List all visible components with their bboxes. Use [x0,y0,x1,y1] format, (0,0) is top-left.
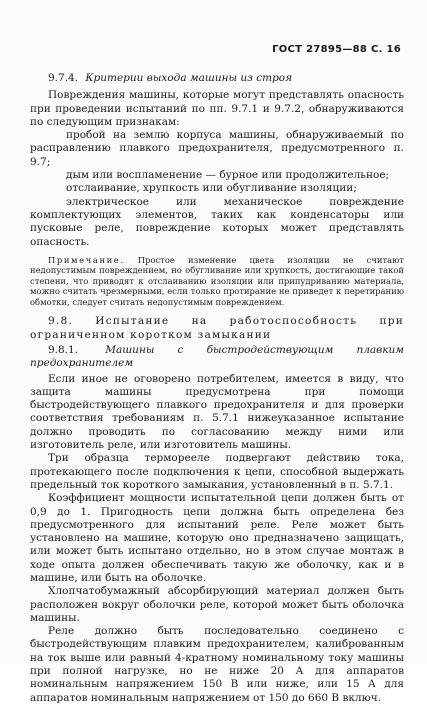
intro-paragraph: Повреждения машины, которые могут представлять опасность при проведении испытаний по пп. 9.7.1 и 9.7.2, обнаруживаются по следующим признакам: [30,89,404,128]
page-header: ГОСТ 27895—88 С. 16 [272,44,401,55]
note-paragraph [30,255,404,308]
section-9-7-4-heading: Критерии выхода машины из строя [85,72,293,84]
paragraph-1: Если иное не оговорено потребителем, имеется в виду, что защита машины предусмотрена при помощи быстродействующего плавкого предохранителя и для проверки соответствия требованиям п. 5.7.1 нижеуказанное испытание должно проводить по согласованию между ними или изготовитель реле, или изготовитель машины. [30,372,404,452]
document-body [30,64,404,705]
paragraph-2: Три образца терморееле подвергают действию тока, протекающего после подключения к цепи, способной выдержать предельный ток короткого замыкания, установленный в п. 5.7.1. [30,452,404,491]
criterion-1: пробой на землю корпуса машины, обнаруживаемый по расправлению плавкого предохранителя, предусмотренного п. 9.7; [30,129,404,168]
section-9-7-4-title [48,72,404,85]
section-9-8-1-heading: Машины с быстродействующим плавким предохранителем [30,343,405,370]
criterion-2: дым или воспламенение — бурное или продолжительное; [66,169,390,182]
paragraph-3: Коэффициент мощности испытательной цепи должен быть от 0,9 до 1. Пригодность цепи должна быть определена без предусмотренного для испытаний реле. Реле может быть установлено на машине, которую оно предназначено защищать, или может быть испытано отдельно, но в этом случае монтаж в ходе опыта должен обеспечивать такую же оболочку, как и в машине, или быть на оболочке. [30,492,404,584]
note-label: Примечание. [48,254,125,265]
criterion-3: отслаивание, хрупкость или обугливание изоляции; [66,182,357,195]
section-9-8-1-title [30,344,404,371]
section-9-7-4-number: 9.7.4. [48,72,79,84]
section-9-8-1-number: 9.8.1. [48,343,79,356]
paragraph-5: Реле должно быть последовательно соединено с быстродействующим плавким предохранителем, калиброванным на ток выше или равный 4-кратному номинальному току машины при полной нагрузке, но не ниже 20 А для аппаратов номинальным напряжением 150 В или ниже, или 15 А для аппаратов номинальным напряжением от 150 до 660 В включ. [30,625,404,704]
paragraph-4: Хлопчатобумажный абсорбирующий материал должен быть расположен вокруг оболочки реле, которой может быть оболочка машины. [30,585,404,624]
criterion-4: электрическое или механическое повреждение комплектующих элементов, таких как конденсаторы или пусковые реле, повреждение которых может представлять опасность. [30,195,404,248]
section-9-8-title: 9.8. Испытание на работоспособность при ограниченном коротком замыкании [30,315,404,341]
note-text: Простое изменение цвета изоляции не считают недопустимым повреждением, но обугливание или хрупкость, достигающие такой степени, что приводят к отслаиванию изоляции или припудриванию материала, можно считать чрезмерными, если только протирание не приведет к перетиранию обмотки, следует считать недопустимым повреждением. [30,254,404,307]
